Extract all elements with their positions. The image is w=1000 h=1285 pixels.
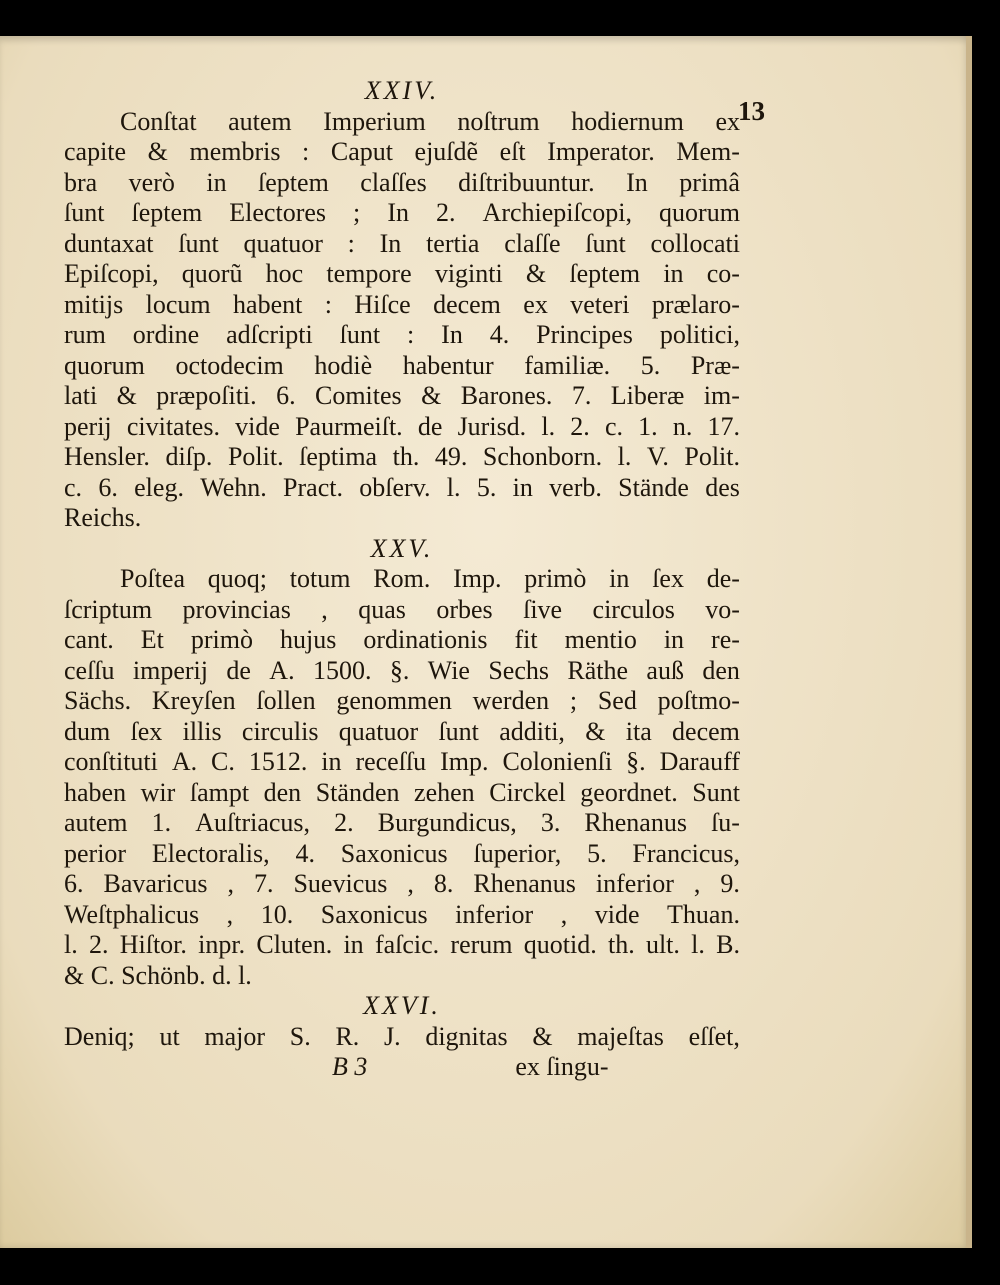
text-line: quorum octodecim hodiè habentur familiæ. 5. Præ-: [64, 350, 740, 380]
book-page: [0, 36, 972, 1248]
text-line: ſunt ſeptem Electores ; In 2. Archiepiſcopi, quorum: [64, 198, 740, 227]
text-line: 6. Bavaricus , 7. Suevicus , 8. Rhenanus inferior , 9.: [64, 869, 740, 898]
text-line: Reichs.: [64, 503, 142, 532]
text-line: cant. Et primò hujus ordinationis fit mentio in re-: [64, 625, 740, 654]
section-heading: XXIV.: [364, 76, 440, 105]
catchword: ex ſingu-: [515, 1052, 609, 1081]
text-line: autem 1. Auſtriacus, 2. Burgundicus, 3. Rhenanus ſu-: [64, 808, 740, 837]
text-line: bra verò in ſeptem claſſes diſtribuuntur. In primâ: [64, 167, 740, 197]
text-line: Epiſcopi, quorũ hoc tempore viginti & ſeptem in co-: [64, 259, 740, 288]
section-heading: XXV.: [370, 533, 434, 563]
text-line: ſcriptum provincias , quas orbes ſive circulos vo-: [64, 594, 740, 624]
text-line: Weſtphalicus , 10. Saxonicus inferior , vide Thuan.: [64, 899, 740, 929]
text-line: capite & membris : Caput ejuſdẽ eſt Imperator. Mem-: [64, 137, 740, 166]
text-line: rum ordine adſcripti ſunt : In 4. Principes politici,: [64, 320, 740, 349]
text-line: dum ſex illis circulis quatuor ſunt additi, & ita decem: [64, 716, 740, 746]
text-line: Sächs. Kreyſen ſollen genommen werden ; Sed poſtmo-: [64, 686, 740, 715]
text-line: l. 2. Hiſtor. inpr. Cluten. in faſcic. rerum quotid. th. ult. l. B.: [64, 930, 740, 959]
text-block: [64, 76, 740, 1083]
text-line: perij civitates. vide Paurmeiſt. de Jurisd. l. 2. c. 1. n. 17.: [64, 411, 740, 441]
text-line: ceſſu imperij de A. 1500. §. Wie Sechs Räthe auß den: [64, 655, 740, 685]
text-line: duntaxat ſunt quatuor : In tertia claſſe ſunt collocati: [64, 228, 740, 258]
text-line: lati & præpoſiti. 6. Comites & Barones. 7. Liberæ im-: [64, 381, 740, 410]
text-line: Conſtat autem Imperium noſtrum hodiernum ex: [120, 106, 740, 136]
text-line: & C. Schönb. d. l.: [64, 960, 252, 990]
text-line: Poſtea quoq; totum Rom. Imp. primò in ſex de-: [120, 564, 740, 593]
text-line: Deniq; ut major S. R. J. dignitas & majeſtas eſſet,: [64, 1021, 740, 1051]
page-number: 13: [738, 96, 765, 126]
signature-mark: B 3: [332, 1052, 368, 1081]
text-line: mitijs locum habent : Hiſce decem ex veteri prælaro-: [64, 289, 740, 319]
text-line: perior Electoralis, 4. Saxonicus ſuperior, 5. Francicus,: [64, 838, 740, 868]
text-line: haben wir ſampt den Ständen zehen Circkel geordnet. Sunt: [64, 777, 740, 807]
text-line: c. 6. eleg. Wehn. Pract. obſerv. l. 5. in verb. Stände des: [64, 472, 740, 502]
text-line: Hensler. diſp. Polit. ſeptima th. 49. Schonborn. l. V. Polit.: [64, 442, 740, 471]
footer-line: [64, 1052, 740, 1083]
section-heading: XXVI.: [363, 991, 441, 1020]
text-line: conſtituti A. C. 1512. in receſſu Imp. Colonienſi §. Darauff: [64, 747, 740, 776]
